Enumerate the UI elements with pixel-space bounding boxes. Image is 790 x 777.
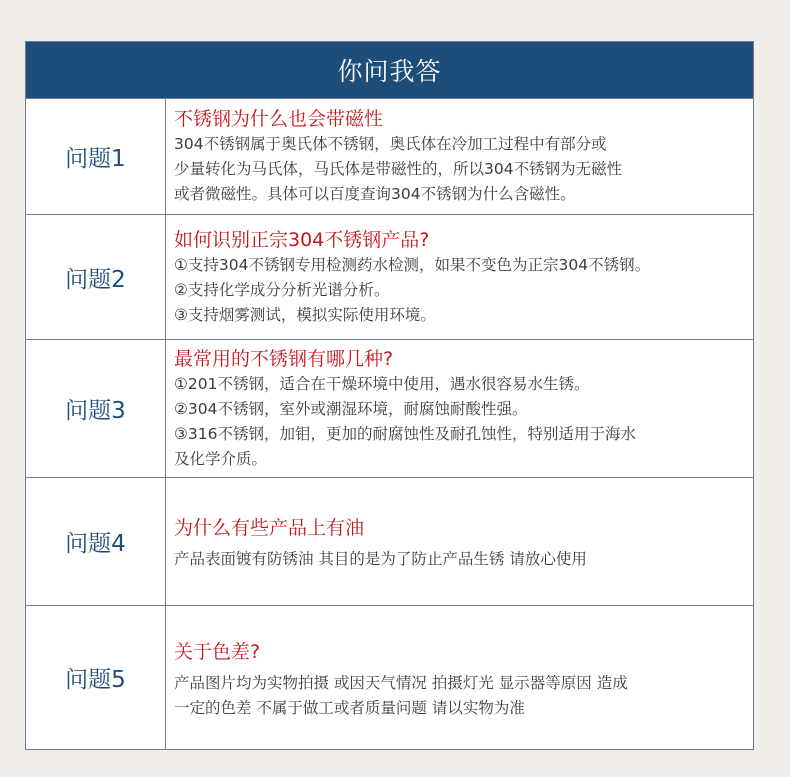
faq-table bbox=[25, 41, 754, 750]
question-title: 为什么有些产品上有油 bbox=[174, 517, 365, 539]
question-label: 问题4 bbox=[26, 478, 166, 605]
answer-line: 一定的色差 不属于做工或者质量问题 请以实物为准 bbox=[174, 698, 525, 717]
faq-content bbox=[166, 478, 753, 605]
faq-row-2 bbox=[26, 214, 753, 339]
answer-line: 产品表面镀有防锈油 其目的是为了防止产品生锈 请放心使用 bbox=[174, 550, 587, 568]
question-label: 问题5 bbox=[26, 606, 166, 749]
faq-row-4 bbox=[26, 477, 753, 605]
question-title: 关于色差? bbox=[174, 640, 261, 663]
answer-line: 或者微磁性。具体可以百度查询304不锈钢为什么含磁性。 bbox=[174, 185, 576, 203]
faq-title: 你问我答 bbox=[337, 57, 442, 86]
faq-content bbox=[166, 340, 753, 477]
faq-content bbox=[166, 215, 753, 339]
answer-line: ③支持烟雾测试，模拟实际使用环境。 bbox=[174, 305, 436, 324]
question-label: 问题3 bbox=[26, 340, 166, 477]
faq-content bbox=[166, 606, 753, 749]
faq-header bbox=[26, 42, 753, 98]
answer-line: 少量转化为马氏体，马氏体是带磁性的，所以304不锈钢为无磁性 bbox=[174, 160, 623, 178]
faq-row-3 bbox=[26, 339, 753, 477]
question-label: 问题2 bbox=[26, 215, 166, 339]
question-label: 问题1 bbox=[26, 99, 166, 214]
faq-row-5 bbox=[26, 605, 753, 749]
faq-row-1 bbox=[26, 98, 753, 214]
answer-line: ③316不锈钢，加钼，更加的耐腐蚀性及耐孔蚀性，特别适用于海水 bbox=[174, 424, 636, 443]
question-title: 最常用的不锈钢有哪几种? bbox=[174, 347, 394, 370]
answer-line: ②304不锈钢，室外或潮湿环境，耐腐蚀耐酸性强。 bbox=[174, 399, 528, 418]
faq-content bbox=[166, 99, 753, 214]
answer-line: ②支持化学成分分析光谱分析。 bbox=[174, 280, 390, 299]
question-title: 不锈钢为什么也会带磁性 bbox=[174, 108, 384, 130]
answer-line: 及化学介质。 bbox=[174, 449, 268, 468]
question-title: 如何识别正宗304不锈钢产品? bbox=[174, 228, 430, 251]
answer-line: ①201不锈钢，适合在干燥环境中使用，遇水很容易水生锈。 bbox=[174, 374, 590, 393]
answer-line: 304不锈钢属于奥氏体不锈钢，奥氏体在冷加工过程中有部分或 bbox=[174, 135, 607, 153]
answer-line: ①支持304不锈钢专用检测药水检测，如果不变色为正宗304不锈钢。 bbox=[174, 255, 651, 274]
answer-line: 产品图片均为实物拍摄 或因天气情况 拍摄灯光 显示器等原因 造成 bbox=[174, 673, 628, 692]
